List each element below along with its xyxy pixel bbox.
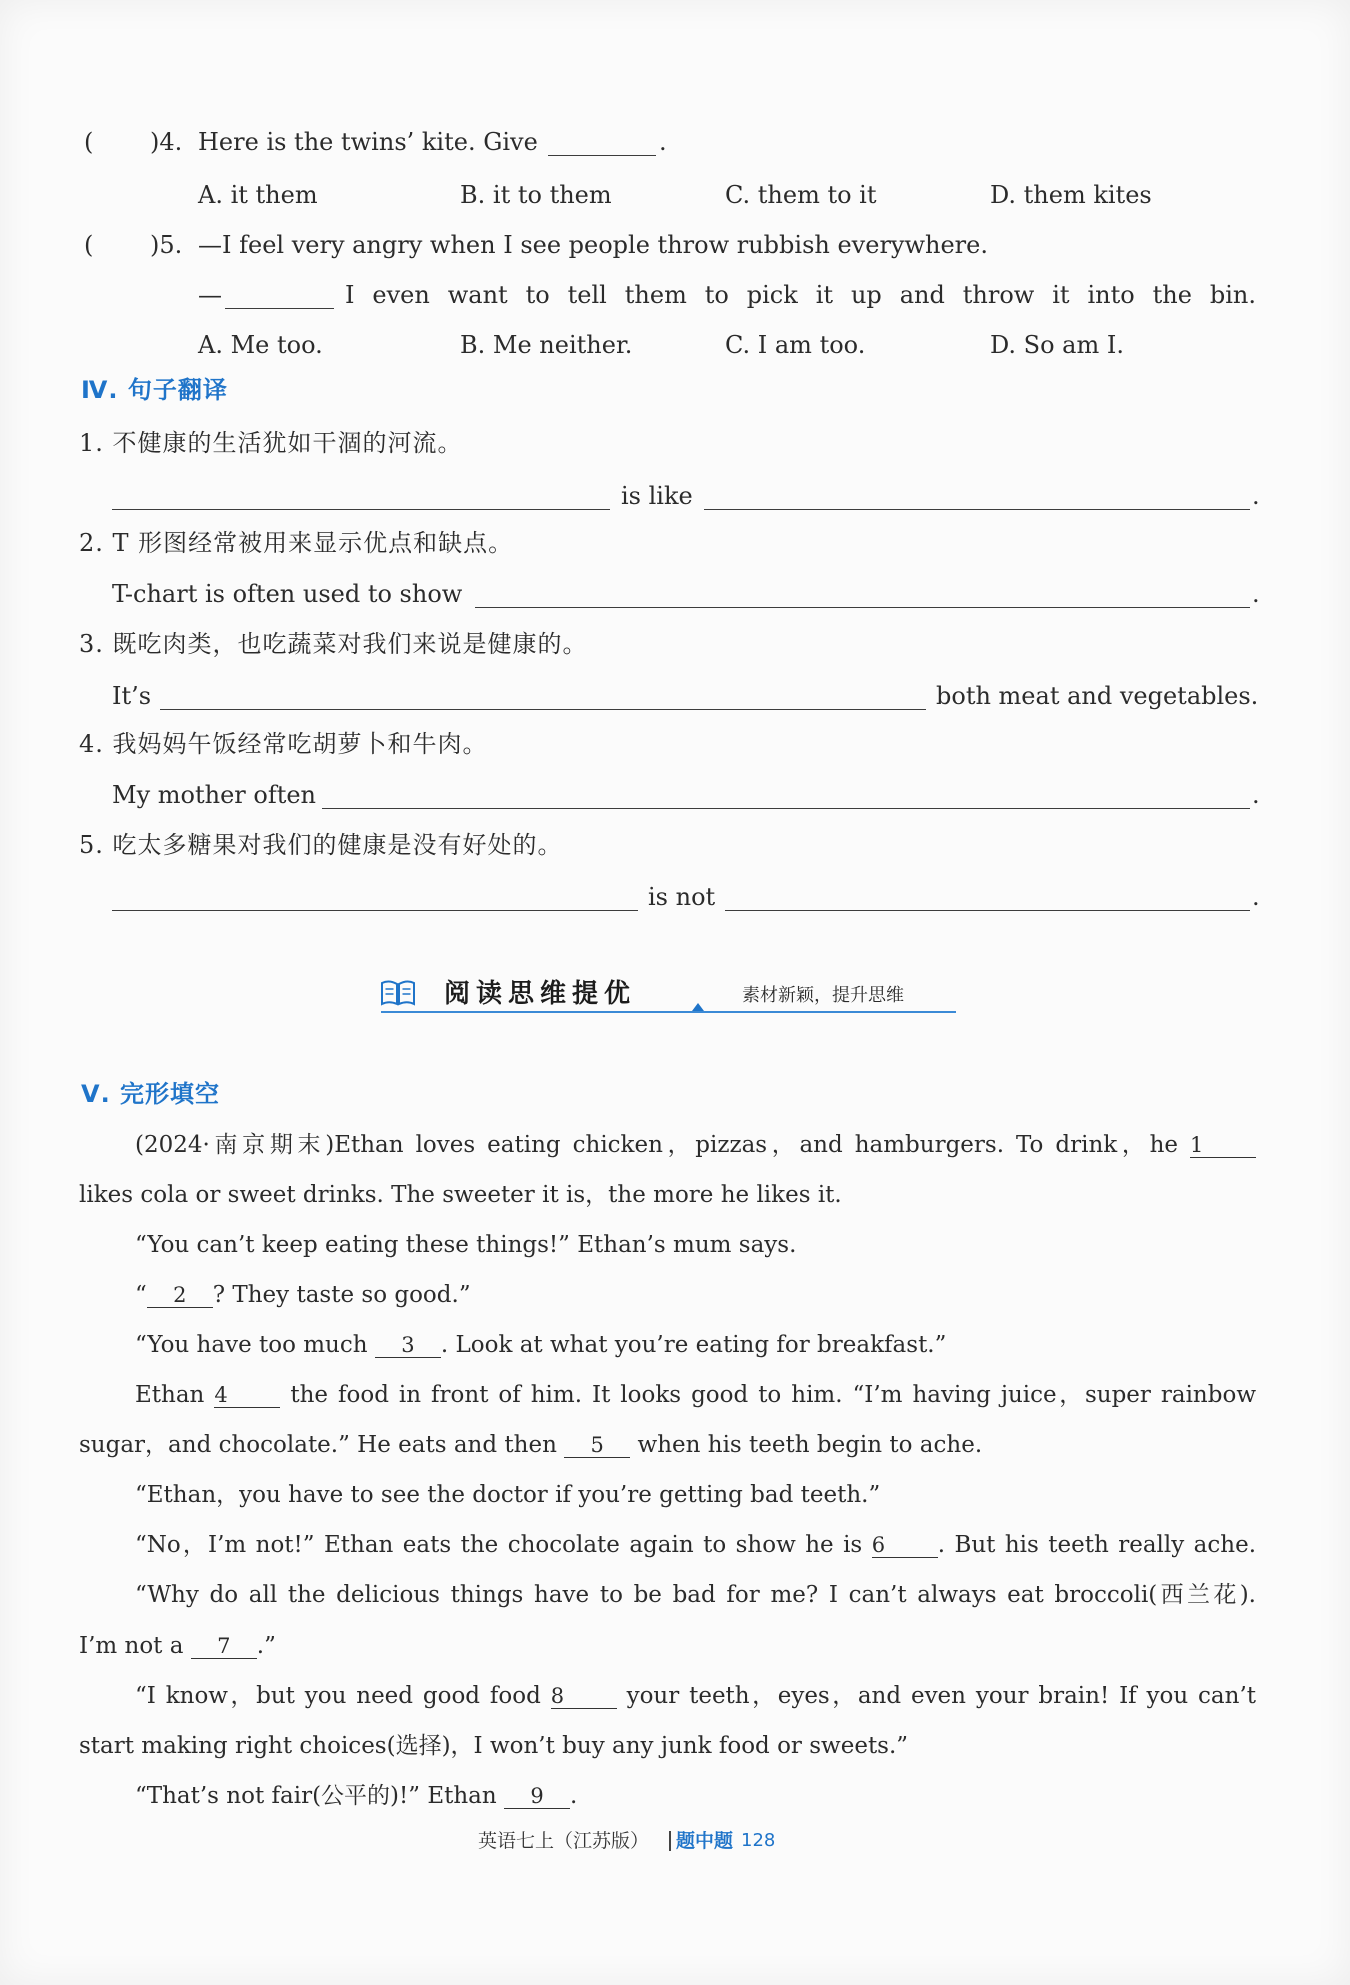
translation-prompt-4 (0, 728, 1350, 760)
answer-blank: 7 (191, 1634, 257, 1659)
reply-dash: — (198, 281, 222, 309)
answer-blank: 8 (551, 1684, 617, 1709)
answer-end: both meat and vegetables. (936, 682, 1259, 710)
answer-start: It’s (112, 682, 152, 710)
cloze-text: “You can’t keep eating these things!” Ethan’s mum says. (135, 1232, 797, 1258)
answer-blank: 6 (872, 1533, 938, 1558)
translation-answer-2 (0, 578, 1350, 610)
footer-book-title: 英语七上（江苏版） (478, 1830, 650, 1852)
cloze-text: likes cola or sweet drinks. The sweeter it is，the more he likes it. (79, 1182, 842, 1208)
answer-end: . (1252, 781, 1260, 809)
open-book-icon (380, 978, 416, 1008)
option-a: A. it them (198, 181, 318, 209)
cloze-text: . Look at what you’re eating for breakfast.” (440, 1332, 947, 1358)
cloze-text: .” (256, 1633, 276, 1659)
cloze-text: “Ethan，you have to see the doctor if you’re getting bad teeth.” (135, 1482, 881, 1508)
cloze-line-7 (79, 1420, 982, 1470)
answer-end: . (1252, 883, 1260, 911)
cloze-line-13 (79, 1721, 908, 1771)
answer-blank: 5 (564, 1433, 630, 1458)
prompt-text: 3. 既吃肉类，也吃蔬菜对我们来说是健康的。 (79, 630, 588, 658)
option-d: D. So am I. (990, 331, 1124, 359)
section-heading-cloze: Ⅴ. 完形填空 (81, 1080, 221, 1108)
translation-prompt-3 (0, 628, 1350, 660)
question-5 (0, 229, 1350, 261)
translation-answer-1 (0, 480, 1350, 512)
translation-answer-3 (0, 680, 1350, 712)
question-number: )5. (150, 231, 183, 259)
question-number: )4. (150, 128, 183, 156)
cloze-text: “ (135, 1282, 147, 1308)
cloze-text: “No，I’m not!” Ethan eats the chocolate again to show he is (135, 1532, 863, 1558)
cloze-line-5 (135, 1320, 946, 1370)
translation-prompt-1 (0, 427, 1350, 459)
answer-blank (548, 126, 656, 156)
translation-prompt-5 (0, 829, 1350, 861)
translation-answer-4 (0, 779, 1350, 811)
answer-paren-open: ( (84, 231, 94, 259)
answer-blank (725, 881, 1250, 911)
cloze-line-2 (79, 1170, 842, 1220)
answer-start: My mother often (112, 781, 317, 809)
option-c: C. them to it (725, 181, 877, 209)
answer-middle: is like (621, 482, 693, 510)
prompt-text: 5. 吃太多糖果对我们的健康是没有好处的。 (79, 831, 563, 859)
cloze-text: “That’s not fair(公平的)!” Ethan (135, 1783, 497, 1809)
cloze-line-1 (135, 1120, 1256, 1170)
banner-tagline: 素材新颖，提升思维 (742, 985, 904, 1006)
banner-title: 阅读思维提优 (444, 979, 637, 1009)
prompt-text: 4. 我妈妈午饭经常吃胡萝卜和牛肉。 (79, 730, 488, 758)
cloze-text: Ethan loves eating chicken，pizzas，and hamburgers. To drink，he (334, 1132, 1179, 1158)
answer-paren-open: ( (84, 128, 94, 156)
answer-blank (322, 779, 1250, 809)
prompt-text: 2. T 形图经常被用来显示优点和缺点。 (79, 529, 514, 557)
question-stem: —I feel very angry when I see people throw rubbish everywhere. (198, 231, 988, 259)
question-stem: Here is the twins’ kite. Give (198, 128, 538, 156)
footer-separator (669, 1831, 671, 1851)
answer-start: T-chart is often used to show (112, 580, 463, 608)
reply-text: I even want to tell them to pick it up and throw it into the bin. (345, 281, 1256, 309)
cloze-text: start making right choices(选择)，I won’t buy any junk food or sweets.” (79, 1733, 909, 1759)
option-d: D. them kites (990, 181, 1152, 209)
option-b: B. Me neither. (460, 331, 633, 359)
translation-prompt-2 (0, 527, 1350, 559)
answer-blank (704, 480, 1250, 510)
answer-middle: is not (648, 883, 716, 911)
answer-blank (160, 680, 926, 710)
answer-blank (112, 881, 638, 911)
cloze-line-6 (135, 1370, 1256, 1420)
cloze-text: I’m not a (79, 1633, 184, 1659)
question-5-options (0, 329, 1350, 361)
question-4 (0, 126, 1350, 158)
prompt-text: 1. 不健康的生活犹如干涸的河流。 (79, 429, 463, 457)
answer-blank: 2 (147, 1283, 213, 1308)
cloze-text: the food in front of him. It looks good to him. “I’m having juice，super rainbow (290, 1382, 1257, 1408)
cloze-line-4 (135, 1270, 471, 1320)
cloze-text: . But his teeth really ache. (937, 1532, 1256, 1558)
answer-blank (475, 578, 1250, 608)
answer-blank (112, 480, 610, 510)
banner-triangle (692, 1003, 704, 1011)
footer-series: 题中题 (676, 1830, 734, 1852)
answer-blank: 9 (504, 1784, 570, 1809)
cloze-text: “Why do all the delicious things have to be bad for me? I can’t always eat broccoli(西兰花). (135, 1582, 1256, 1608)
answer-blank: 4 (214, 1383, 280, 1408)
cloze-text: ? They taste so good.” (212, 1282, 471, 1308)
cloze-text: “You have too much (135, 1332, 368, 1358)
cloze-text: your teeth，eyes，and even your brain! If you can’t (626, 1683, 1257, 1709)
option-a: A. Me too. (198, 331, 323, 359)
cloze-line-12 (135, 1671, 1256, 1721)
answer-blank (225, 279, 334, 309)
source-note: (2024·南京期末) (135, 1132, 335, 1158)
cloze-line-8 (135, 1470, 880, 1520)
translation-answer-5 (0, 881, 1350, 913)
banner-rule (381, 1011, 956, 1013)
cloze-text: . (570, 1783, 578, 1809)
page-number: 128 (741, 1830, 776, 1851)
option-b: B. it to them (460, 181, 612, 209)
cloze-line-14 (135, 1771, 577, 1821)
cloze-text: “I know，but you need good food (135, 1683, 541, 1709)
cloze-text: when his teeth begin to ache. (637, 1432, 983, 1458)
cloze-text: Ethan (135, 1382, 205, 1408)
answer-end: . (1252, 580, 1260, 608)
cloze-line-9 (135, 1520, 1256, 1570)
cloze-text: sugar，and chocolate.” He eats and then (79, 1432, 557, 1458)
answer-end: . (1252, 482, 1260, 510)
answer-blank: 1 (1190, 1133, 1256, 1158)
answer-blank: 3 (375, 1333, 441, 1358)
question-5-reply (0, 279, 1350, 311)
stem-end: . (659, 128, 667, 156)
cloze-line-10 (135, 1570, 1256, 1620)
question-4-options (0, 179, 1350, 211)
option-c: C. I am too. (725, 331, 866, 359)
section-heading-translation: Ⅳ. 句子翻译 (81, 376, 228, 404)
cloze-line-11 (79, 1621, 276, 1671)
cloze-line-3 (135, 1220, 796, 1270)
